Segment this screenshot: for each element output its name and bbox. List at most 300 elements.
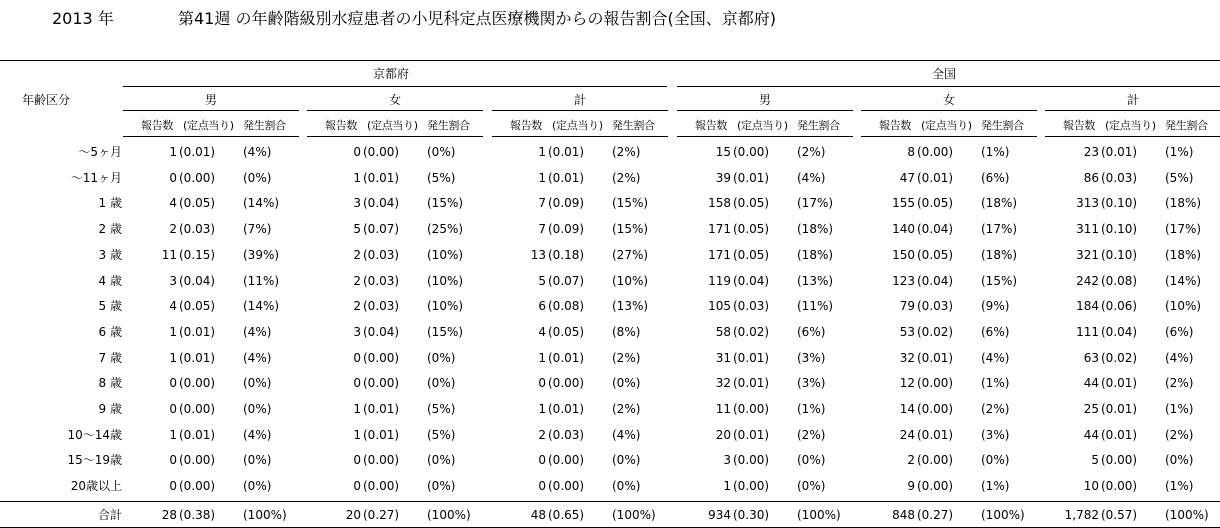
cell-ratio: (2%) bbox=[612, 402, 641, 416]
cell-per-site: (0.38) bbox=[179, 508, 216, 522]
cell-per-site: (0.00) bbox=[179, 171, 216, 185]
region-header-japan: 全国 bbox=[932, 67, 957, 81]
cell-ratio: (15%) bbox=[427, 196, 464, 210]
cell-count: 1 bbox=[538, 351, 546, 365]
cell-ratio: (2%) bbox=[612, 145, 641, 159]
cell-per-site: (0.01) bbox=[917, 351, 954, 365]
cell-count: 5 bbox=[353, 222, 361, 236]
cell-count: 171 bbox=[708, 222, 731, 236]
cell-ratio: (1%) bbox=[981, 145, 1010, 159]
age-label: ～11ヶ月 bbox=[70, 171, 122, 185]
cell-per-site: (0.04) bbox=[917, 222, 954, 236]
cell-count: 0 bbox=[353, 376, 361, 390]
rule-sub-3 bbox=[677, 136, 853, 137]
age-label: ～5ヶ月 bbox=[78, 145, 122, 159]
cell-ratio: (3%) bbox=[797, 351, 826, 365]
cell-per-site: (0.30) bbox=[733, 508, 770, 522]
cell-count: 86 bbox=[1083, 171, 1099, 185]
cell-ratio: (0%) bbox=[427, 145, 456, 159]
cell-ratio: (18%) bbox=[1165, 196, 1202, 210]
cell-per-site: (0.05) bbox=[179, 299, 216, 313]
cell-count: 171 bbox=[708, 248, 731, 262]
cell-count: 1 bbox=[353, 171, 361, 185]
cell-ratio: (14%) bbox=[1165, 274, 1202, 288]
cell-per-site: (0.05) bbox=[733, 248, 770, 262]
age-label: 15～19歳 bbox=[67, 453, 122, 467]
cell-count: 123 bbox=[892, 274, 915, 288]
cell-ratio: (14%) bbox=[243, 299, 280, 313]
age-label: 2 歳 bbox=[98, 222, 122, 236]
cell-per-site: (0.00) bbox=[363, 453, 400, 467]
cell-count: 150 bbox=[892, 248, 915, 262]
cell-per-site: (0.00) bbox=[548, 376, 585, 390]
cell-ratio: (0%) bbox=[243, 171, 272, 185]
cell-per-site: (0.00) bbox=[733, 145, 770, 159]
cell-count: 7 bbox=[538, 222, 546, 236]
cell-count: 311 bbox=[1076, 222, 1099, 236]
cell-count: 0 bbox=[353, 145, 361, 159]
cell-count: 39 bbox=[715, 171, 731, 185]
cell-per-site: (0.00) bbox=[548, 479, 585, 493]
cell-count: 3 bbox=[353, 196, 361, 210]
cell-ratio: (1%) bbox=[1165, 479, 1194, 493]
cell-count: 20 bbox=[715, 428, 731, 442]
cell-count: 0 bbox=[169, 479, 177, 493]
cell-count: 2 bbox=[538, 428, 546, 442]
cell-per-site: (0.01) bbox=[548, 351, 585, 365]
cell-per-site: (0.01) bbox=[733, 376, 770, 390]
cell-count: 140 bbox=[892, 222, 915, 236]
cell-per-site: (0.01) bbox=[1101, 145, 1138, 159]
cell-count: 1 bbox=[723, 479, 731, 493]
cell-ratio: (2%) bbox=[1165, 376, 1194, 390]
sex-header: 男 bbox=[205, 93, 218, 107]
cell-ratio: (5%) bbox=[427, 171, 456, 185]
cell-per-site: (0.01) bbox=[733, 171, 770, 185]
cell-per-site: (0.27) bbox=[363, 508, 400, 522]
cell-count: 1 bbox=[353, 428, 361, 442]
cell-ratio: (5%) bbox=[427, 428, 456, 442]
cell-ratio: (17%) bbox=[981, 222, 1018, 236]
cell-per-site: (0.03) bbox=[917, 299, 954, 313]
cell-ratio: (2%) bbox=[1165, 428, 1194, 442]
cell-per-site: (0.00) bbox=[733, 402, 770, 416]
cell-ratio: (4%) bbox=[243, 145, 272, 159]
cell-ratio: (0%) bbox=[612, 479, 641, 493]
cell-per-site: (0.03) bbox=[548, 428, 585, 442]
cell-per-site: (0.01) bbox=[179, 145, 216, 159]
col-label-ratio: 発生割合 bbox=[981, 119, 1024, 132]
cell-ratio: (2%) bbox=[981, 402, 1010, 416]
cell-count: 31 bbox=[715, 351, 731, 365]
cell-per-site: (0.10) bbox=[1101, 196, 1138, 210]
cell-count: 934 bbox=[708, 508, 731, 522]
cell-ratio: (0%) bbox=[797, 453, 826, 467]
cell-per-site: (0.00) bbox=[733, 479, 770, 493]
cell-count: 3 bbox=[169, 274, 177, 288]
cell-per-site: (0.00) bbox=[917, 402, 954, 416]
col-label-count: 報告数 bbox=[325, 119, 358, 132]
cell-count: 2 bbox=[169, 222, 177, 236]
cell-per-site: (0.01) bbox=[733, 351, 770, 365]
col-label-ratio: 発生割合 bbox=[797, 119, 840, 132]
cell-per-site: (0.04) bbox=[733, 274, 770, 288]
cell-ratio: (4%) bbox=[243, 325, 272, 339]
cell-ratio: (3%) bbox=[797, 376, 826, 390]
cell-count: 4 bbox=[169, 299, 177, 313]
cell-ratio: (39%) bbox=[243, 248, 280, 262]
cell-per-site: (0.00) bbox=[917, 145, 954, 159]
cell-ratio: (13%) bbox=[797, 274, 834, 288]
cell-per-site: (0.18) bbox=[548, 248, 585, 262]
cell-count: 53 bbox=[899, 325, 915, 339]
rule-sex-0 bbox=[123, 110, 299, 111]
cell-per-site: (0.65) bbox=[548, 508, 585, 522]
cell-ratio: (10%) bbox=[427, 274, 464, 288]
cell-per-site: (0.02) bbox=[917, 325, 954, 339]
cell-per-site: (0.02) bbox=[1101, 351, 1138, 365]
col-label-per-site: (定点当り) bbox=[367, 119, 418, 132]
cell-per-site: (0.06) bbox=[1101, 299, 1138, 313]
cell-per-site: (0.01) bbox=[733, 428, 770, 442]
cell-ratio: (18%) bbox=[981, 196, 1018, 210]
cell-ratio: (10%) bbox=[427, 248, 464, 262]
cell-count: 9 bbox=[907, 479, 915, 493]
col-label-ratio: 発生割合 bbox=[1165, 119, 1208, 132]
cell-ratio: (1%) bbox=[797, 402, 826, 416]
cell-ratio: (17%) bbox=[1165, 222, 1202, 236]
cell-count: 5 bbox=[538, 274, 546, 288]
cell-per-site: (0.01) bbox=[179, 325, 216, 339]
cell-ratio: (0%) bbox=[243, 376, 272, 390]
cell-ratio: (6%) bbox=[981, 325, 1010, 339]
cell-per-site: (0.09) bbox=[548, 222, 585, 236]
cell-count: 0 bbox=[353, 351, 361, 365]
age-label: 4 歳 bbox=[98, 274, 122, 288]
cell-count: 3 bbox=[723, 453, 731, 467]
cell-count: 32 bbox=[715, 376, 731, 390]
cell-per-site: (0.01) bbox=[548, 145, 585, 159]
cell-ratio: (18%) bbox=[1165, 248, 1202, 262]
sex-header: 計 bbox=[1127, 93, 1140, 107]
rule-sub-1 bbox=[307, 136, 483, 137]
cell-count: 25 bbox=[1083, 402, 1099, 416]
cell-per-site: (0.57) bbox=[1101, 508, 1138, 522]
col-label-ratio: 発生割合 bbox=[612, 119, 655, 132]
cell-ratio: (11%) bbox=[243, 274, 280, 288]
cell-count: 7 bbox=[538, 196, 546, 210]
cell-per-site: (0.05) bbox=[917, 196, 954, 210]
cell-ratio: (0%) bbox=[427, 376, 456, 390]
cell-ratio: (0%) bbox=[612, 376, 641, 390]
cell-per-site: (0.01) bbox=[363, 428, 400, 442]
cell-ratio: (15%) bbox=[427, 325, 464, 339]
year-label: 2013 年 bbox=[52, 9, 114, 28]
cell-per-site: (0.00) bbox=[179, 376, 216, 390]
cell-count: 11 bbox=[715, 402, 731, 416]
cell-count: 1 bbox=[169, 325, 177, 339]
cell-per-site: (0.03) bbox=[1101, 171, 1138, 185]
cell-ratio: (4%) bbox=[243, 351, 272, 365]
cell-per-site: (0.01) bbox=[1101, 428, 1138, 442]
cell-count: 1 bbox=[538, 145, 546, 159]
col-label-count: 報告数 bbox=[879, 119, 912, 132]
cell-ratio: (5%) bbox=[427, 402, 456, 416]
cell-count: 2 bbox=[907, 453, 915, 467]
cell-per-site: (0.00) bbox=[363, 145, 400, 159]
cell-ratio: (8%) bbox=[612, 325, 641, 339]
col-label-ratio: 発生割合 bbox=[427, 119, 470, 132]
cell-per-site: (0.03) bbox=[733, 299, 770, 313]
rule-sub-0 bbox=[123, 136, 299, 137]
cell-count: 15 bbox=[715, 145, 731, 159]
cell-count: 20 bbox=[345, 508, 361, 522]
cell-per-site: (0.00) bbox=[917, 453, 954, 467]
sex-header: 女 bbox=[389, 93, 402, 107]
cell-per-site: (0.01) bbox=[363, 402, 400, 416]
cell-per-site: (0.04) bbox=[363, 196, 400, 210]
cell-ratio: (0%) bbox=[612, 453, 641, 467]
cell-per-site: (0.00) bbox=[917, 479, 954, 493]
cell-ratio: (4%) bbox=[981, 351, 1010, 365]
rule-sub-2 bbox=[492, 136, 668, 137]
cell-per-site: (0.00) bbox=[363, 351, 400, 365]
col-label-count: 報告数 bbox=[1063, 119, 1096, 132]
cell-count: 0 bbox=[538, 376, 546, 390]
cell-count: 44 bbox=[1083, 428, 1099, 442]
cell-ratio: (0%) bbox=[797, 479, 826, 493]
sex-header: 女 bbox=[943, 93, 956, 107]
cell-ratio: (18%) bbox=[797, 222, 834, 236]
cell-count: 1 bbox=[353, 402, 361, 416]
cell-per-site: (0.00) bbox=[179, 402, 216, 416]
cell-ratio: (27%) bbox=[612, 248, 649, 262]
cell-per-site: (0.04) bbox=[179, 274, 216, 288]
rule-sex-3 bbox=[677, 110, 853, 111]
age-label: 合計 bbox=[97, 508, 122, 522]
cell-count: 321 bbox=[1076, 248, 1099, 262]
rule-sex-5 bbox=[1045, 110, 1220, 111]
cell-count: 155 bbox=[892, 196, 915, 210]
cell-per-site: (0.08) bbox=[548, 299, 585, 313]
cell-count: 23 bbox=[1083, 145, 1099, 159]
cell-ratio: (0%) bbox=[243, 479, 272, 493]
cell-ratio: (10%) bbox=[1165, 299, 1202, 313]
cell-per-site: (0.00) bbox=[179, 453, 216, 467]
cell-count: 1 bbox=[169, 428, 177, 442]
cell-ratio: (4%) bbox=[612, 428, 641, 442]
cell-count: 848 bbox=[892, 508, 915, 522]
cell-ratio: (100%) bbox=[1165, 508, 1209, 522]
cell-per-site: (0.10) bbox=[1101, 248, 1138, 262]
age-label: 6 歳 bbox=[98, 325, 122, 339]
cell-per-site: (0.01) bbox=[363, 171, 400, 185]
cell-count: 1 bbox=[538, 171, 546, 185]
cell-count: 28 bbox=[161, 508, 177, 522]
age-label: 9 歳 bbox=[98, 402, 122, 416]
cell-ratio: (0%) bbox=[1165, 453, 1194, 467]
cell-count: 0 bbox=[538, 453, 546, 467]
cell-per-site: (0.01) bbox=[1101, 376, 1138, 390]
cell-count: 158 bbox=[708, 196, 731, 210]
cell-ratio: (17%) bbox=[797, 196, 834, 210]
col-label-count: 報告数 bbox=[695, 119, 728, 132]
cell-per-site: (0.08) bbox=[1101, 274, 1138, 288]
age-label: 5 歳 bbox=[98, 299, 122, 313]
cell-count: 111 bbox=[1076, 325, 1099, 339]
col-label-per-site: (定点当り) bbox=[552, 119, 603, 132]
cell-ratio: (15%) bbox=[612, 196, 649, 210]
cell-ratio: (100%) bbox=[797, 508, 841, 522]
cell-ratio: (4%) bbox=[797, 171, 826, 185]
cell-ratio: (1%) bbox=[981, 479, 1010, 493]
cell-per-site: (0.05) bbox=[548, 325, 585, 339]
title-row bbox=[0, 4, 1220, 28]
cell-ratio: (15%) bbox=[612, 222, 649, 236]
cell-per-site: (0.09) bbox=[548, 196, 585, 210]
cell-per-site: (0.03) bbox=[363, 248, 400, 262]
cell-count: 242 bbox=[1076, 274, 1099, 288]
cell-per-site: (0.01) bbox=[179, 351, 216, 365]
cell-ratio: (1%) bbox=[981, 376, 1010, 390]
cell-count: 44 bbox=[1083, 376, 1099, 390]
cell-ratio: (7%) bbox=[243, 222, 272, 236]
cell-count: 63 bbox=[1083, 351, 1099, 365]
cell-count: 6 bbox=[538, 299, 546, 313]
cell-ratio: (5%) bbox=[1165, 171, 1194, 185]
cell-count: 3 bbox=[353, 325, 361, 339]
rule-sex-4 bbox=[861, 110, 1037, 111]
cell-per-site: (0.05) bbox=[733, 196, 770, 210]
cell-per-site: (0.01) bbox=[917, 428, 954, 442]
cell-ratio: (100%) bbox=[427, 508, 471, 522]
cell-per-site: (0.05) bbox=[733, 222, 770, 236]
cell-ratio: (0%) bbox=[427, 351, 456, 365]
cell-per-site: (0.00) bbox=[179, 479, 216, 493]
cell-ratio: (18%) bbox=[797, 248, 834, 262]
age-label: 1 歳 bbox=[98, 196, 122, 210]
cell-ratio: (2%) bbox=[612, 351, 641, 365]
cell-count: 2 bbox=[353, 274, 361, 288]
cell-count: 12 bbox=[899, 376, 915, 390]
region-header-kyoto: 京都府 bbox=[373, 67, 410, 81]
cell-per-site: (0.05) bbox=[179, 196, 216, 210]
cell-per-site: (0.10) bbox=[1101, 222, 1138, 236]
cell-count: 1 bbox=[169, 351, 177, 365]
cell-ratio: (0%) bbox=[243, 453, 272, 467]
cell-ratio: (18%) bbox=[981, 248, 1018, 262]
row-header: 年齢区分 bbox=[22, 93, 71, 107]
rule-sub-5 bbox=[1045, 136, 1220, 137]
cell-count: 0 bbox=[538, 479, 546, 493]
cell-count: 0 bbox=[169, 376, 177, 390]
sex-header: 計 bbox=[574, 93, 587, 107]
col-label-ratio: 発生割合 bbox=[243, 119, 286, 132]
cell-count: 313 bbox=[1076, 196, 1099, 210]
cell-ratio: (0%) bbox=[427, 453, 456, 467]
rule-top bbox=[0, 60, 1220, 61]
cell-ratio: (9%) bbox=[981, 299, 1010, 313]
rule-sex-2 bbox=[492, 110, 668, 111]
col-label-count: 報告数 bbox=[510, 119, 543, 132]
cell-ratio: (100%) bbox=[981, 508, 1025, 522]
col-label-per-site: (定点当り) bbox=[737, 119, 788, 132]
cell-per-site: (0.00) bbox=[363, 479, 400, 493]
cell-per-site: (0.01) bbox=[917, 171, 954, 185]
cell-count: 13 bbox=[530, 248, 546, 262]
cell-count: 0 bbox=[353, 479, 361, 493]
cell-ratio: (14%) bbox=[243, 196, 280, 210]
cell-count: 8 bbox=[907, 145, 915, 159]
cell-count: 2 bbox=[353, 248, 361, 262]
cell-per-site: (0.00) bbox=[548, 453, 585, 467]
cell-count: 1 bbox=[169, 145, 177, 159]
age-label: 7 歳 bbox=[98, 351, 122, 365]
cell-per-site: (0.01) bbox=[179, 428, 216, 442]
age-label: 8 歳 bbox=[98, 376, 122, 390]
cell-count: 119 bbox=[708, 274, 731, 288]
rule-sub-4 bbox=[861, 136, 1037, 137]
cell-count: 184 bbox=[1076, 299, 1099, 313]
cell-ratio: (1%) bbox=[1165, 145, 1194, 159]
cell-per-site: (0.00) bbox=[1101, 479, 1138, 493]
cell-count: 5 bbox=[1091, 453, 1099, 467]
cell-per-site: (0.07) bbox=[548, 274, 585, 288]
page-title: 第41週 の年齢階級別水痘患者の小児科定点医療機関からの報告割合(全国、京都府) bbox=[178, 9, 776, 28]
cell-count: 0 bbox=[353, 453, 361, 467]
age-label: 20歳以上 bbox=[70, 479, 122, 493]
cell-per-site: (0.01) bbox=[548, 402, 585, 416]
cell-count: 58 bbox=[715, 325, 731, 339]
cell-count: 79 bbox=[899, 299, 915, 313]
cell-per-site: (0.04) bbox=[917, 274, 954, 288]
cell-per-site: (0.00) bbox=[917, 376, 954, 390]
sex-header: 男 bbox=[759, 93, 772, 107]
cell-ratio: (4%) bbox=[1165, 351, 1194, 365]
rule-sex-1 bbox=[307, 110, 483, 111]
cell-ratio: (4%) bbox=[243, 428, 272, 442]
cell-count: 2 bbox=[353, 299, 361, 313]
cell-per-site: (0.02) bbox=[733, 325, 770, 339]
cell-ratio: (2%) bbox=[797, 145, 826, 159]
cell-per-site: (0.03) bbox=[363, 274, 400, 288]
cell-count: 48 bbox=[530, 508, 546, 522]
cell-ratio: (1%) bbox=[1165, 402, 1194, 416]
cell-ratio: (11%) bbox=[797, 299, 834, 313]
cell-count: 47 bbox=[899, 171, 915, 185]
cell-ratio: (6%) bbox=[981, 171, 1010, 185]
cell-count: 32 bbox=[899, 351, 915, 365]
cell-ratio: (6%) bbox=[797, 325, 826, 339]
cell-ratio: (10%) bbox=[427, 299, 464, 313]
cell-ratio: (0%) bbox=[243, 402, 272, 416]
cell-per-site: (0.03) bbox=[179, 222, 216, 236]
cell-ratio: (6%) bbox=[1165, 325, 1194, 339]
cell-ratio: (13%) bbox=[612, 299, 649, 313]
cell-per-site: (0.04) bbox=[1101, 325, 1138, 339]
cell-ratio: (25%) bbox=[427, 222, 464, 236]
rule-total bbox=[0, 501, 1220, 502]
col-label-per-site: (定点当り) bbox=[183, 119, 234, 132]
cell-per-site: (0.01) bbox=[1101, 402, 1138, 416]
cell-per-site: (0.00) bbox=[1101, 453, 1138, 467]
col-label-per-site: (定点当り) bbox=[1105, 119, 1156, 132]
cell-count: 4 bbox=[538, 325, 546, 339]
cell-count: 0 bbox=[169, 171, 177, 185]
cell-per-site: (0.15) bbox=[179, 248, 216, 262]
cell-per-site: (0.01) bbox=[548, 171, 585, 185]
cell-ratio: (0%) bbox=[427, 479, 456, 493]
